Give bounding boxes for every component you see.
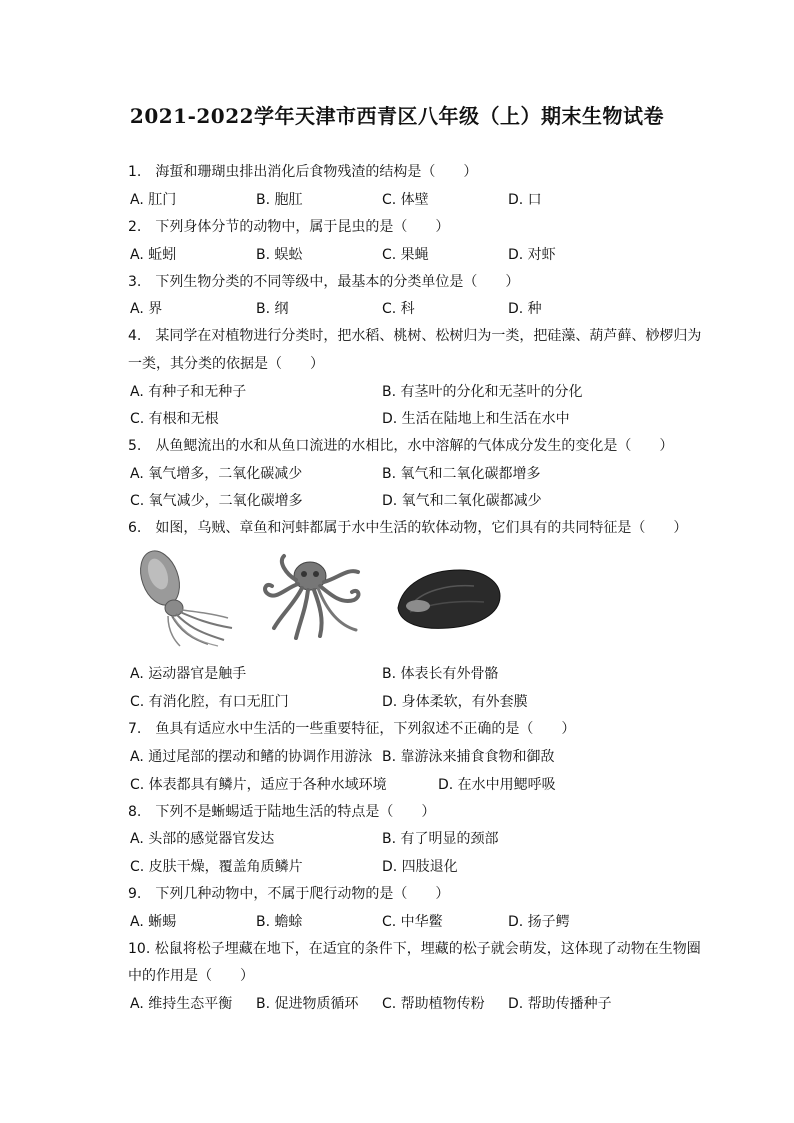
q2-option-c: C. 果蝇 <box>382 247 429 263</box>
q5-option-c: C. 氧气减少，二氧化碳增多 <box>130 493 303 509</box>
q1-option-a: A. 肛门 <box>130 192 177 208</box>
q7-option-c: C. 体表都具有鳞片，适应于各种水域环境 <box>130 777 387 793</box>
question-3-stem: 3. 下列生物分类的不同等级中，最基本的分类单位是（ ） <box>128 274 520 290</box>
q2-option-a: A. 蚯蚓 <box>130 247 177 263</box>
q9-option-d: D. 扬子鳄 <box>508 914 570 930</box>
q9-option-c: C. 中华鳖 <box>382 914 443 930</box>
q9-option-b: B. 蟾蜍 <box>256 914 303 930</box>
q3-option-c: C. 科 <box>382 301 415 317</box>
question-2-stem: 2. 下列身体分节的动物中，属于昆虫的是（ ） <box>128 219 450 235</box>
q8-option-c: C. 皮肤干燥，覆盖角质鳞片 <box>130 859 303 875</box>
q7-option-a: A. 通过尾部的摆动和鳍的协调作用游泳 <box>130 749 373 765</box>
question-5-stem: 5. 从鱼鳃流出的水和从鱼口流进的水相比，水中溶解的气体成分发生的变化是（ ） <box>128 438 674 454</box>
q2-option-d: D. 对虾 <box>508 247 556 263</box>
q8-option-d: D. 四肢退化 <box>382 859 458 875</box>
q7-option-d: D. 在水中用鳃呼吸 <box>438 777 556 793</box>
q8-option-a: A. 头部的感觉器官发达 <box>130 831 275 847</box>
q6-option-c: C. 有消化腔，有口无肛门 <box>130 694 289 710</box>
q8-option-b: B. 有了明显的颈部 <box>382 831 499 847</box>
squid-image <box>128 548 238 648</box>
clam-image <box>388 548 508 648</box>
question-7-stem: 7. 鱼具有适应水中生活的一些重要特征，下列叙述不正确的是（ ） <box>128 721 576 737</box>
q3-option-d: D. 种 <box>508 301 542 317</box>
q5-option-d: D. 氧气和二氧化碳都减少 <box>382 493 542 509</box>
q10-option-b: B. 促进物质循环 <box>256 996 359 1012</box>
q7-option-b: B. 靠游泳来捕食食物和御敌 <box>382 749 555 765</box>
q2-option-b: B. 蜈蚣 <box>256 247 303 263</box>
question-6-stem: 6. 如图，乌贼、章鱼和河蚌都属于水中生活的软体动物，它们具有的共同特征是（ ） <box>128 520 688 536</box>
q5-option-b: B. 氧气和二氧化碳都增多 <box>382 466 541 482</box>
q10-option-c: C. 帮助植物传粉 <box>382 996 485 1012</box>
q1-option-b: B. 胞肛 <box>256 192 303 208</box>
q4-option-c: C. 有根和无根 <box>130 411 219 427</box>
question-10-stem-cont: 中的作用是（ ） <box>128 968 254 984</box>
q10-option-a: A. 维持生态平衡 <box>130 996 233 1012</box>
question-10-stem: 10. 松鼠将松子埋藏在地下，在适宜的条件下，埋藏的松子就会萌发，这体现了动物在生物圈 <box>128 941 701 957</box>
q6-option-d: D. 身体柔软，有外套膜 <box>382 694 528 710</box>
q4-option-b: B. 有茎叶的分化和无茎叶的分化 <box>382 384 583 400</box>
q9-option-a: A. 蜥蜴 <box>130 914 177 930</box>
q4-option-a: A. 有种子和无种子 <box>130 384 247 400</box>
q1-option-d: D. 口 <box>508 192 542 208</box>
q3-option-a: A. 界 <box>130 301 163 317</box>
question-8-stem: 8. 下列不是蜥蜴适于陆地生活的特点是（ ） <box>128 804 436 820</box>
question-4-stem-cont: 一类，其分类的依据是（ ） <box>128 356 324 372</box>
q5-option-a: A. 氧气增多，二氧化碳减少 <box>130 466 303 482</box>
question-9-stem: 9. 下列几种动物中，不属于爬行动物的是（ ） <box>128 886 450 902</box>
question-4-stem: 4. 某同学在对植物进行分类时，把水稻、桃树、松树归为一类，把硅藻、葫芦藓、桫椤归为 <box>128 328 702 344</box>
q3-option-b: B. 纲 <box>256 301 289 317</box>
q4-option-d: D. 生活在陆地上和生活在水中 <box>382 411 570 427</box>
q6-option-a: A. 运动器官是触手 <box>130 666 247 682</box>
q6-option-b: B. 体表长有外骨骼 <box>382 666 499 682</box>
q10-option-d: D. 帮助传播种子 <box>508 996 612 1012</box>
mollusk-figures <box>128 548 508 648</box>
q1-option-c: C. 体壁 <box>382 192 429 208</box>
octopus-image <box>258 548 368 648</box>
page-title: 2021-2022学年天津市西青区八年级（上）期末生物试卷 <box>129 104 665 128</box>
question-1-stem: 1. 海蜇和珊瑚虫排出消化后食物残渣的结构是（ ） <box>128 164 478 180</box>
